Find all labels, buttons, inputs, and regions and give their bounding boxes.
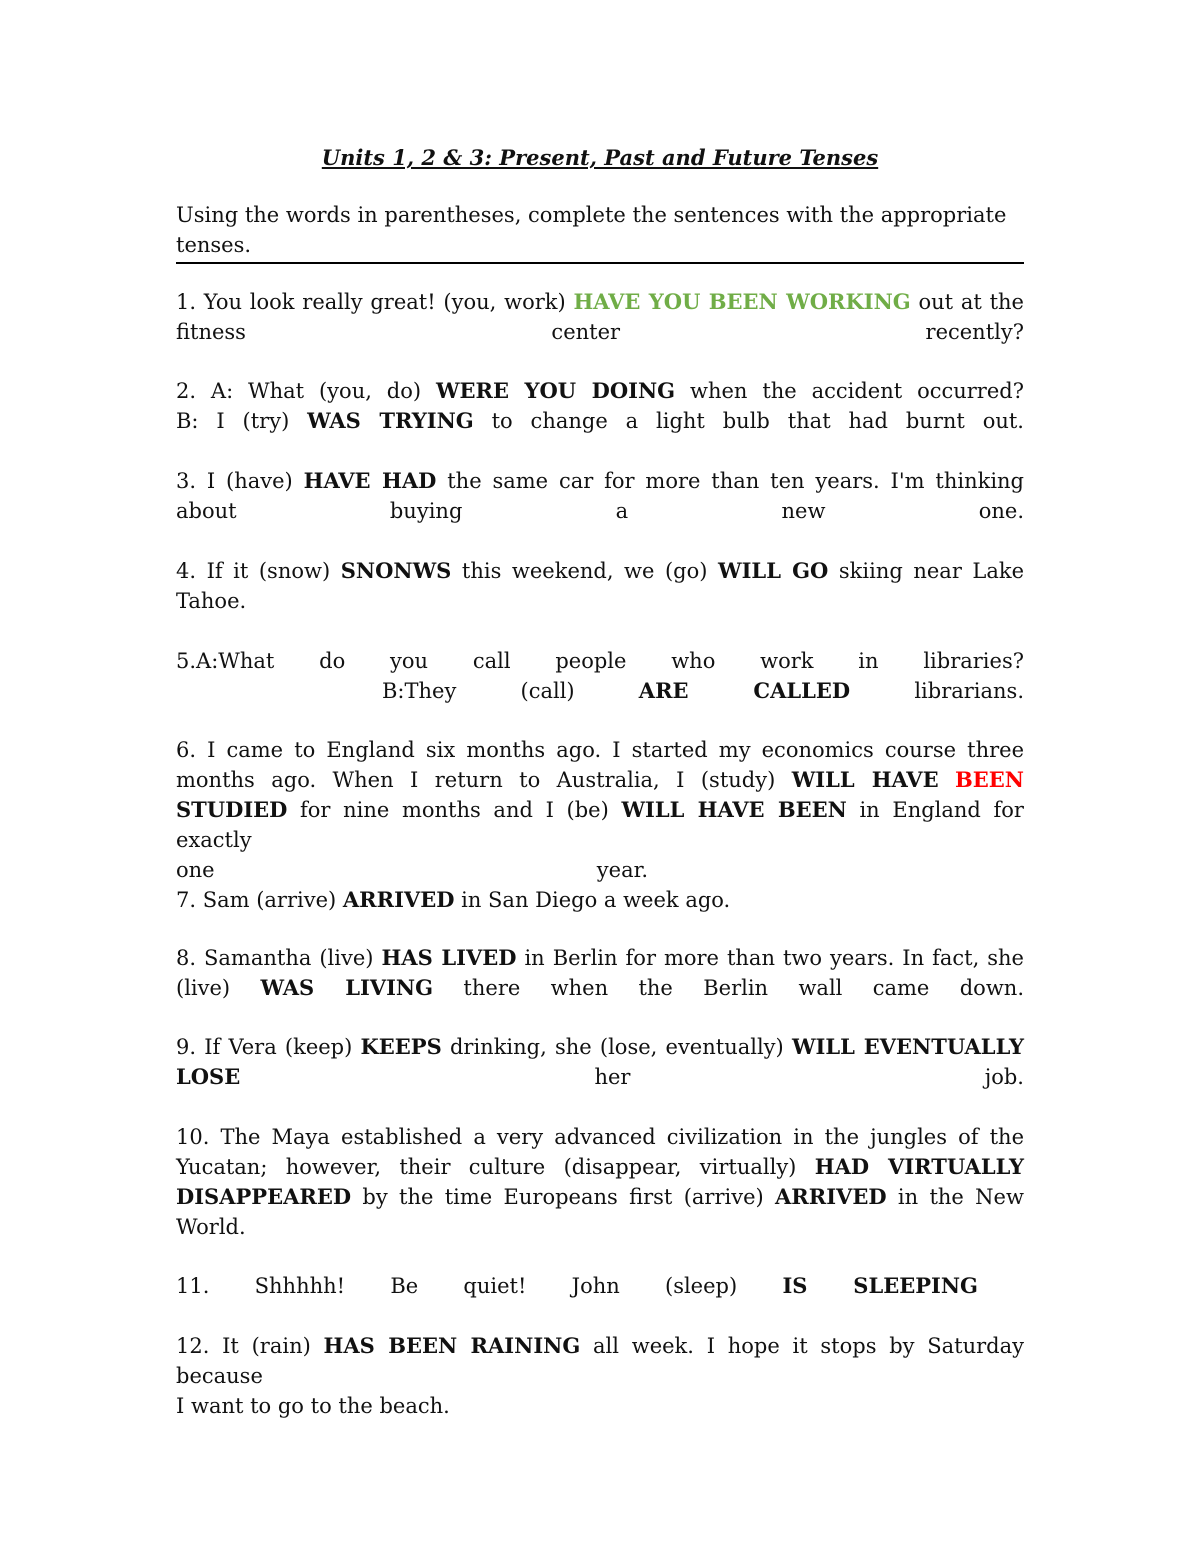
prompt-text: out at the xyxy=(918,290,1024,314)
line xyxy=(176,466,1024,496)
line xyxy=(176,1152,1024,1182)
answer-text: STUDIED xyxy=(176,797,288,822)
exercise-item-11 xyxy=(176,1271,1024,1301)
answer-text: DISAPPEARED xyxy=(176,1184,352,1209)
prompt-text: when the accident occurred? xyxy=(689,379,1024,403)
prompt-text: her job. xyxy=(594,1065,1024,1089)
line xyxy=(176,1032,1024,1062)
answer-text: WAS LIVING xyxy=(260,975,434,1000)
line xyxy=(176,795,1024,855)
exercise-item-3 xyxy=(176,466,1024,526)
prompt-text: 6. I came to England six months ago. I started my economics course three xyxy=(176,738,1024,762)
answer-text: ARE CALLED xyxy=(638,678,851,703)
prompt-text: 8. Samantha (live) xyxy=(176,946,374,970)
answer-text: ARRIVED xyxy=(775,1184,887,1209)
line xyxy=(176,1271,978,1301)
exercise-item-5 xyxy=(176,646,1024,706)
instructions: Using the words in parentheses, complete the sentences with the appropriate tenses. xyxy=(176,200,1024,264)
prompt-text: fitness center recently? xyxy=(176,320,1024,344)
prompt-text: in San Diego a week ago. xyxy=(461,888,731,912)
line xyxy=(176,765,1024,795)
exercise-item-4 xyxy=(176,556,1024,616)
exercise-item-7 xyxy=(176,885,1024,915)
line xyxy=(176,676,1024,706)
exercise-item-8 xyxy=(176,943,1024,1003)
line xyxy=(176,556,1024,586)
line xyxy=(176,885,1024,915)
prompt-text: Tahoe. xyxy=(176,589,247,613)
prompt-text: 10. The Maya established a very advanced civilization in the jungles of the xyxy=(176,1125,1024,1149)
prompt-text: the same car for more than ten years. I'm thinking xyxy=(447,469,1025,493)
prompt-text: in the New xyxy=(897,1185,1024,1209)
prompt-text: this weekend, we (go) xyxy=(461,559,708,583)
exercise-item-2 xyxy=(176,376,1024,436)
answer-text: HAVE YOU BEEN WORKING xyxy=(573,289,911,314)
prompt-text: 11. Shhhhh! Be quiet! John (sleep) xyxy=(176,1274,738,1298)
exercise-item-12 xyxy=(176,1331,1024,1421)
prompt-text: skiing near Lake xyxy=(838,559,1025,583)
prompt-text: 4. If it (snow) xyxy=(176,559,331,583)
prompt-text: in Berlin for more than two years. In fact, she xyxy=(524,946,1024,970)
answer-text: LOSE xyxy=(176,1064,241,1089)
prompt-text: by the time Europeans first (arrive) xyxy=(362,1185,764,1209)
prompt-text: 12. It (rain) xyxy=(176,1334,311,1358)
answer-text: HAVE HAD xyxy=(303,468,437,493)
answer-text: WILL GO xyxy=(718,558,829,583)
answer-text: KEEPS xyxy=(360,1034,442,1059)
answer-text: HAD VIRTUALLY xyxy=(814,1154,1025,1179)
prompt-text: 1. You look really great! (you, work) xyxy=(176,290,566,314)
answer-text: SNONWS xyxy=(340,558,452,583)
line xyxy=(176,287,1024,317)
prompt-text: one year. xyxy=(176,858,648,882)
exercise-item-9 xyxy=(176,1032,1024,1092)
prompt-text: librarians. xyxy=(914,679,1024,703)
prompt-text: B:They (call) xyxy=(382,679,575,703)
prompt-text: months ago. When I return to Australia, I (study) xyxy=(176,768,776,792)
prompt-text: 7. Sam (arrive) xyxy=(176,888,337,912)
line xyxy=(176,973,1024,1003)
prompt-text: 9. If Vera (keep) xyxy=(176,1035,353,1059)
prompt-text: to change a light bulb that had burnt out. xyxy=(491,409,1024,433)
answer-text: ARRIVED xyxy=(342,887,455,912)
answer-text: HAS BEEN RAINING xyxy=(323,1333,581,1358)
exercise-item-1 xyxy=(176,287,1024,347)
prompt-text: about buying a new one. xyxy=(176,499,1024,523)
prompt-text: I want to go to the beach. xyxy=(176,1394,450,1418)
answer-text: BEEN xyxy=(955,767,1025,792)
prompt-text: drinking, she (lose, eventually) xyxy=(449,1035,784,1059)
answer-text: WERE YOU DOING xyxy=(435,378,676,403)
prompt-text: in England for exactly xyxy=(176,798,1024,852)
line xyxy=(176,1182,1024,1212)
prompt-text: B: I (try) xyxy=(176,409,290,433)
exercise-item-6 xyxy=(176,735,1024,885)
prompt-text: all week. I hope it stops by Saturday because xyxy=(176,1334,1024,1388)
answer-text: WILL HAVE BEEN xyxy=(621,797,847,822)
line xyxy=(176,1062,1024,1092)
answer-text: HAS LIVED xyxy=(381,945,517,970)
prompt-text: 3. I (have) xyxy=(176,469,293,493)
line xyxy=(176,1331,1024,1391)
exercise-item-10 xyxy=(176,1122,1024,1242)
prompt-text: for nine months and I (be) xyxy=(300,798,609,822)
page-title: Units 1, 2 & 3: Present, Past and Future Tenses xyxy=(321,145,879,170)
prompt-text: World. xyxy=(176,1215,246,1239)
answer-text: WAS TRYING xyxy=(307,408,474,433)
answer-text: WILL HAVE xyxy=(791,767,939,792)
line xyxy=(176,376,1024,406)
prompt-text: (live) xyxy=(176,976,231,1000)
prompt-text: there when the Berlin wall came down. xyxy=(463,976,1024,1000)
line xyxy=(176,943,1024,973)
answer-text: IS SLEEPING xyxy=(782,1273,978,1298)
prompt-text: 2. A: What (you, do) xyxy=(176,379,422,403)
line xyxy=(176,406,1024,436)
prompt-text: 5.A:What do you call people who work in libraries? xyxy=(176,649,1024,673)
prompt-text: Yucatan; however, their culture (disappear, virtually) xyxy=(176,1155,797,1179)
answer-text: WILL EVENTUALLY xyxy=(791,1034,1024,1059)
